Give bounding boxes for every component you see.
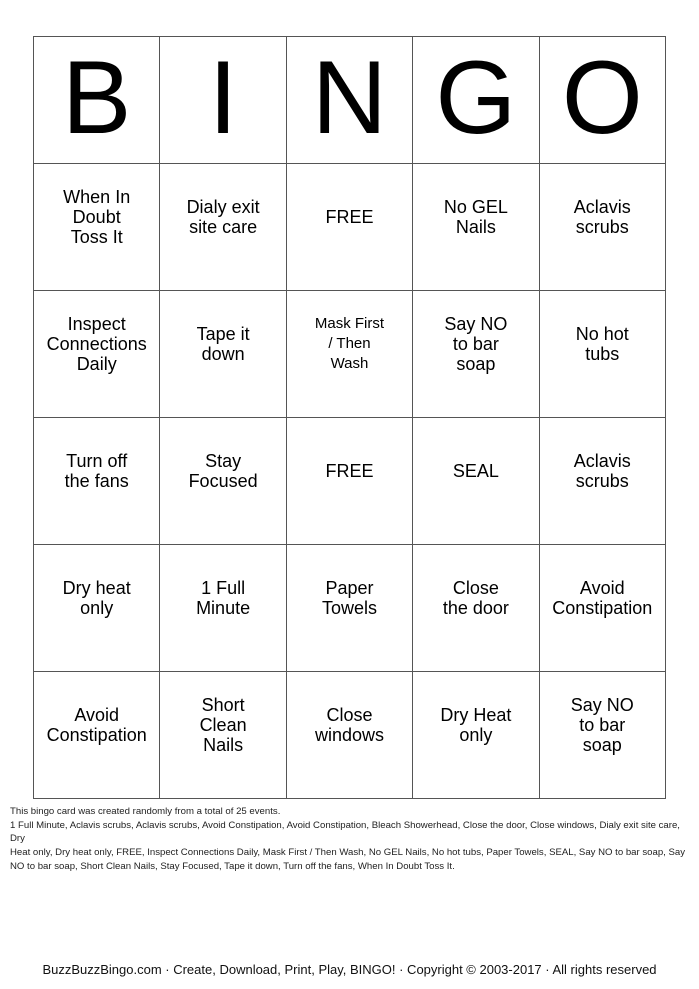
square-label (417, 197, 534, 237)
square-label-line: only (80, 598, 114, 618)
bingo-square[interactable] (160, 545, 286, 672)
bingo-square[interactable] (413, 164, 539, 291)
square-label (291, 461, 408, 481)
square-label-line: windows (314, 725, 384, 745)
square-label-line: FREE (325, 207, 374, 227)
square-label (417, 461, 534, 481)
square-label-line: Clean (199, 715, 247, 735)
square-label-line: Short (201, 695, 245, 715)
info-events-line-3: NO to bar soap, Short Clean Nails, Stay Focused, Tape it down, Turn off the fans, When In Doubt Toss It. (10, 860, 455, 872)
bingo-square[interactable] (160, 418, 286, 545)
square-label-line: Tape it (196, 324, 250, 344)
bingo-square[interactable] (286, 672, 412, 799)
square-label-line: Mask First (314, 315, 385, 332)
square-label (164, 197, 281, 237)
info-events-line-2: Heat only, Dry heat only, FREE, Inspect Connections Daily, Mask First / Then Wash, No GEL Nails, No hot tubs, Paper Towels, SEAL, Say NO to bar soap, Say (10, 847, 686, 859)
card-row (34, 672, 666, 799)
square-label (544, 578, 661, 618)
square-label-line: No GEL (443, 197, 508, 217)
square-label-line: to bar (452, 334, 499, 354)
bingo-square[interactable] (34, 291, 160, 418)
bingo-square[interactable] (539, 545, 665, 672)
square-label-line: FREE (325, 461, 374, 481)
bingo-square[interactable] (539, 164, 665, 291)
square-label (291, 314, 408, 374)
square-label-line: SEAL (452, 461, 499, 481)
bingo-square[interactable] (160, 291, 286, 418)
square-label (38, 578, 155, 618)
square-label-line: the door (442, 598, 509, 618)
square-label-line: Dry heat (62, 578, 131, 598)
info-events-line-1: 1 Full Minute, Aclavis scrubs, Aclavis scrubs, Avoid Constipation, Avoid Constipation, Bleach Showerhead, Close the door, Close windows, Dialy exit site care, Dry (10, 819, 680, 845)
square-label-line: soap (456, 354, 496, 374)
square-label-line: only (459, 725, 493, 745)
square-label-line: Wash (330, 355, 369, 372)
bingo-square[interactable] (160, 164, 286, 291)
bingo-square[interactable] (413, 291, 539, 418)
bingo-card (33, 36, 666, 799)
header-letter-i: I (160, 37, 286, 164)
square-label-line: Close (452, 578, 499, 598)
bingo-square[interactable] (413, 545, 539, 672)
card-info (10, 805, 690, 874)
bingo-square[interactable] (539, 672, 665, 799)
header-row (34, 37, 666, 164)
square-label-line: Dry Heat (440, 705, 512, 725)
square-label (417, 314, 534, 374)
square-label-line: scrubs (575, 471, 629, 491)
bingo-square[interactable] (34, 164, 160, 291)
square-label-line: soap (582, 735, 622, 755)
square-label-line: Paper (325, 578, 374, 598)
square-label-line: Turn off (66, 451, 128, 471)
square-label-line: Inspect (67, 314, 126, 334)
square-label (38, 187, 155, 247)
square-label-line: to bar (579, 715, 626, 735)
square-label-line: Avoid (579, 578, 625, 598)
header-letter-n: N (286, 37, 412, 164)
bingo-square[interactable] (286, 545, 412, 672)
square-label-line: Nails (203, 735, 244, 755)
bingo-square[interactable] (539, 291, 665, 418)
square-label (544, 324, 661, 364)
square-label-line: Daily (76, 354, 117, 374)
square-label (38, 314, 155, 374)
square-label-line: scrubs (575, 217, 629, 237)
square-label-line: Say NO (570, 695, 634, 715)
square-label-line: Constipation (552, 598, 653, 618)
card-row (34, 164, 666, 291)
square-label-line: Minute (196, 598, 251, 618)
square-label (291, 207, 408, 227)
square-label-line: No hot (575, 324, 629, 344)
square-label (544, 451, 661, 491)
square-label-line: Aclavis (573, 451, 631, 471)
square-label (38, 451, 155, 491)
card-row (34, 291, 666, 418)
square-label (417, 705, 534, 745)
square-label (291, 705, 408, 745)
bingo-square[interactable] (286, 418, 412, 545)
square-label-line: Doubt (72, 207, 121, 227)
square-label (164, 578, 281, 618)
bingo-square[interactable] (34, 672, 160, 799)
header-letter-b: B (34, 37, 160, 164)
bingo-square[interactable] (160, 672, 286, 799)
square-label-line: Close (326, 705, 373, 725)
header-letter-g: G (413, 37, 539, 164)
square-label-line: Dialy exit (186, 197, 260, 217)
bingo-square[interactable] (286, 164, 412, 291)
bingo-square[interactable] (286, 291, 412, 418)
info-summary: This bingo card was created randomly from a total of 25 events. (10, 806, 281, 817)
square-label-line: the fans (64, 471, 129, 491)
square-label-line: Constipation (46, 725, 147, 745)
square-label (544, 695, 661, 755)
square-label-line: Nails (455, 217, 496, 237)
square-label (291, 578, 408, 618)
bingo-square[interactable] (539, 418, 665, 545)
square-label-line: Toss It (70, 227, 123, 247)
bingo-square[interactable] (34, 545, 160, 672)
square-label (544, 197, 661, 237)
square-label (164, 451, 281, 491)
bingo-square[interactable] (413, 418, 539, 545)
square-label-line: down (201, 344, 245, 364)
square-label-line: Say NO (444, 314, 508, 334)
square-label (417, 578, 534, 618)
square-label-line: Avoid (74, 705, 120, 725)
square-label-line: tubs (585, 344, 620, 364)
square-label-line: / Then (328, 335, 371, 352)
square-label-line: Aclavis (573, 197, 631, 217)
square-label-line: 1 Full (201, 578, 246, 598)
square-label (164, 324, 281, 364)
bingo-square[interactable] (413, 672, 539, 799)
bingo-square[interactable] (34, 418, 160, 545)
square-label-line: When In (63, 187, 131, 207)
square-label (38, 705, 155, 745)
square-label (164, 695, 281, 755)
square-label-line: Towels (321, 598, 377, 618)
card-row (34, 418, 666, 545)
square-label-line: Stay (205, 451, 242, 471)
card-row (34, 545, 666, 672)
square-label-line: Connections (46, 334, 147, 354)
copyright-footer: BuzzBuzzBingo.com · Create, Download, Print, Play, BINGO! · Copyright © 2003-2017 · All rights reserved (42, 962, 657, 977)
square-label-line: site care (189, 217, 258, 237)
header-letter-o: O (539, 37, 665, 164)
square-label-line: Focused (188, 471, 258, 491)
